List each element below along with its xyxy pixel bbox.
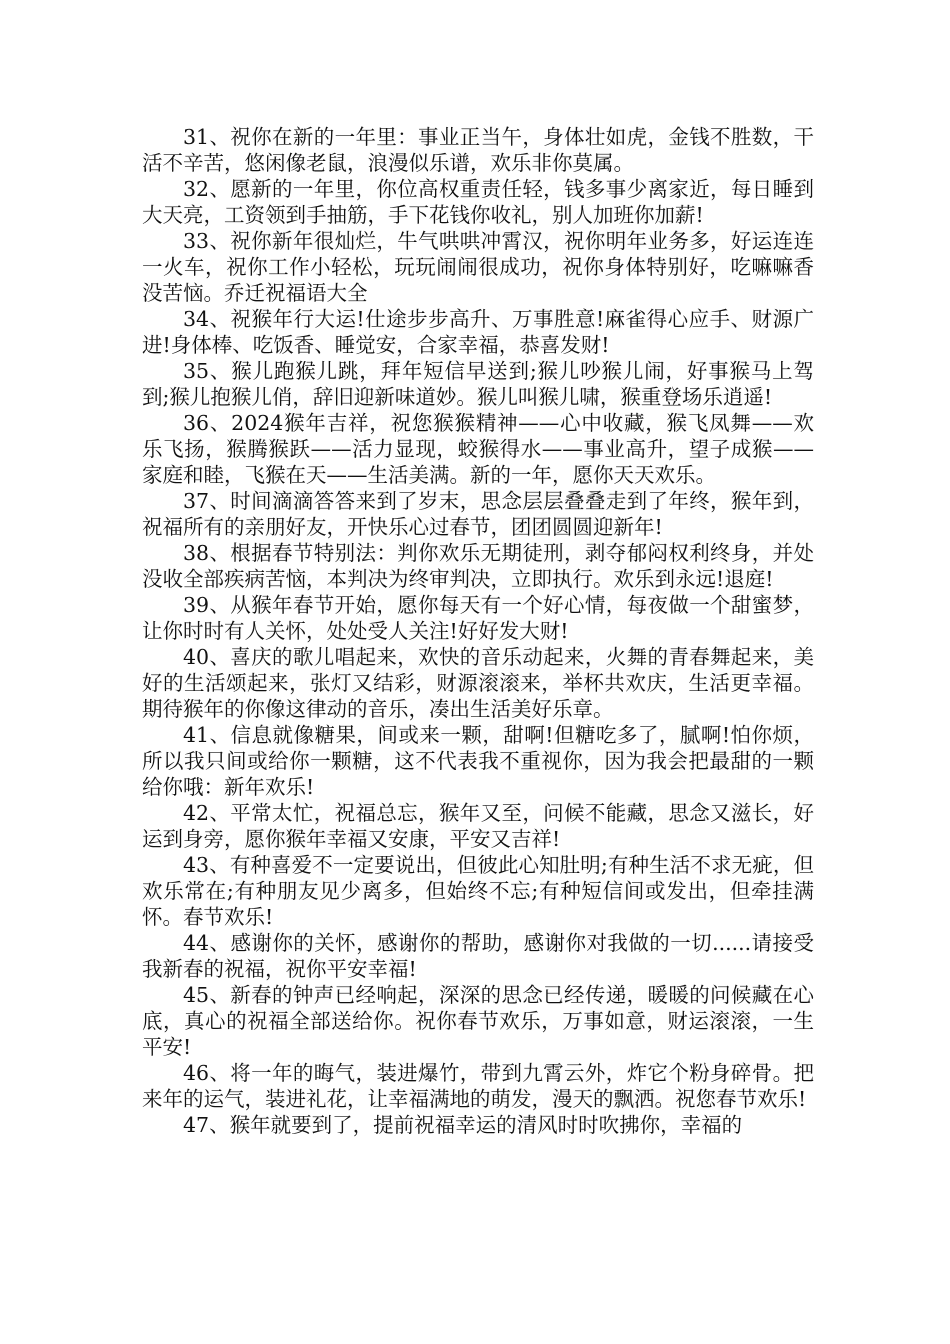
paragraph-36: 36、2024猴年吉祥，祝您猴猴精神——心中收藏，猴飞凤舞——欢乐飞扬，猴腾猴跃——活力显现，蛟猴得水——事业高升，望子成猴——家庭和睦，飞猴在天——生活美满。新的一年，愿你天天欢乐。 <box>142 411 814 487</box>
paragraph-43: 43、有种喜爱不一定要说出，但彼此心知肚明;有种生活不求无疵，但欢乐常在;有种朋友见少离多，但始终不忘;有种短信间或发出，但牵挂满怀。春节欢乐! <box>142 853 814 929</box>
paragraph-45: 45、新春的钟声已经响起，深深的思念已经传递，暖暖的问候藏在心底，真心的祝福全部送给你。祝你春节欢乐，万事如意，财运滚滚，一生平安! <box>142 983 814 1059</box>
paragraph-44: 44、感谢你的关怀，感谢你的帮助，感谢你对我做的一切......请接受我新春的祝福，祝你平安幸福! <box>142 931 814 981</box>
paragraph-32: 32、愿新的一年里，你位高权重责任轻，钱多事少离家近，每日睡到大天亮，工资领到手抽筋，手下花钱你收礼，别人加班你加薪! <box>142 177 814 227</box>
paragraph-35: 35、猴儿跑猴儿跳，拜年短信早送到;猴儿吵猴儿闹，好事猴马上驾到;猴儿抱猴儿俏，辞旧迎新味道妙。猴儿叫猴儿啸，猴重登场乐逍遥! <box>142 359 814 409</box>
paragraph-46: 46、将一年的晦气，装进爆竹，带到九霄云外，炸它个粉身碎骨。把来年的运气，装进礼花，让幸福满地的萌发，漫天的飘洒。祝您春节欢乐! <box>142 1061 814 1111</box>
paragraph-33: 33、祝你新年很灿烂，牛气哄哄冲霄汉，祝你明年业务多，好运连连一火车，祝你工作小轻松，玩玩闹闹很成功，祝你身体特别好，吃嘛嘛香没苦恼。乔迁祝福语大全 <box>142 229 814 305</box>
paragraph-39: 39、从猴年春节开始，愿你每天有一个好心情，每夜做一个甜蜜梦，让你时时有人关怀，处处受人关注!好好发大财! <box>142 593 814 643</box>
document-page <box>142 124 814 1138</box>
paragraph-40: 40、喜庆的歌儿唱起来，欢快的音乐动起来，火舞的青春舞起来，美好的生活颂起来，张灯又结彩，财源滚滚来，举杯共欢庆，生活更幸福。期待猴年的你像这律动的音乐，凑出生活美好乐章。 <box>142 645 814 721</box>
paragraph-42: 42、平常太忙，祝福总忘，猴年又至，问候不能藏，思念又滋长，好运到身旁，愿你猴年幸福又安康，平安又吉祥! <box>142 801 814 851</box>
paragraph-38: 38、根据春节特别法：判你欢乐无期徒刑，剥夺郁闷权利终身，并处没收全部疾病苦恼，本判决为终审判决，立即执行。欢乐到永远!退庭! <box>142 541 814 591</box>
paragraph-41: 41、信息就像糖果，间或来一颗，甜啊!但糖吃多了，腻啊!怕你烦，所以我只间或给你一颗糖，这不代表我不重视你，因为我会把最甜的一颗给你哦：新年欢乐! <box>142 723 814 799</box>
paragraph-47: 47、猴年就要到了，提前祝福幸运的清风时时吹拂你，幸福的 <box>183 1113 743 1137</box>
paragraph-31: 31、祝你在新的一年里：事业正当午，身体壮如虎，金钱不胜数，干活不辛苦，悠闲像老鼠，浪漫似乐谱，欢乐非你莫属。 <box>142 125 814 175</box>
paragraph-37: 37、时间滴滴答答来到了岁末，思念层层叠叠走到了年终，猴年到，祝福所有的亲朋好友，开快乐心过春节，团团圆圆迎新年! <box>142 489 814 539</box>
paragraph-34: 34、祝猴年行大运!仕途步步高升、万事胜意!麻雀得心应手、财源广进!身体棒、吃饭香、睡觉安，合家幸福，恭喜发财! <box>142 307 814 357</box>
